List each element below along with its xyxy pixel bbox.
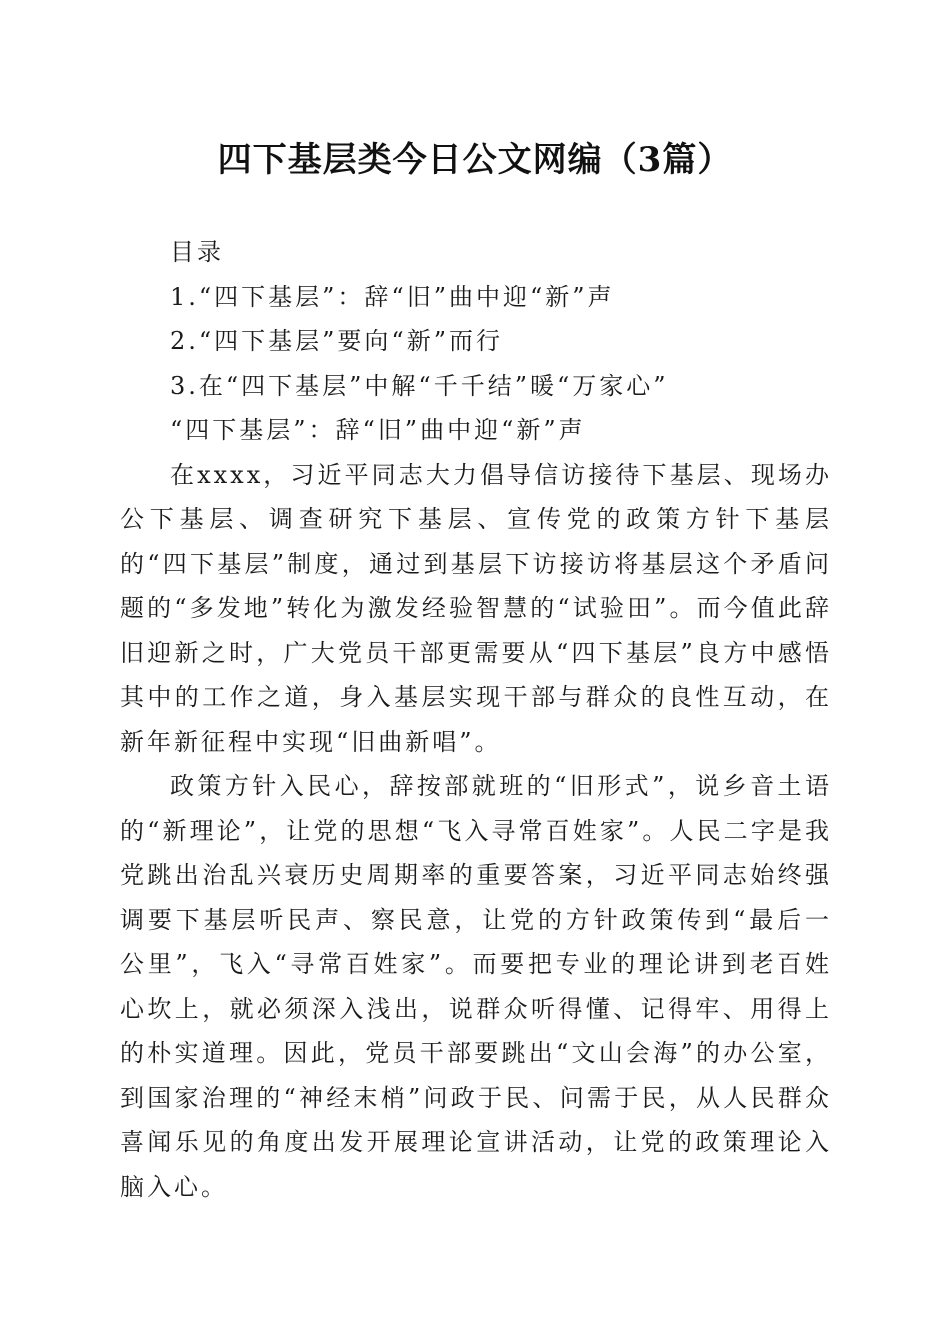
document-title: 四下基层类今日公文网编（3篇） bbox=[217, 140, 733, 180]
section-heading: “四下基层”：辞“旧”曲中迎“新”声 bbox=[170, 416, 586, 444]
toc-item-1: 1.“四下基层”：辞“旧”曲中迎“新”声 bbox=[170, 282, 615, 311]
document-body bbox=[120, 230, 832, 1209]
toc-item-3: 3.在“四下基层”中解“千千结”暖“万家心” bbox=[170, 371, 669, 400]
body-paragraph-1: 在xxxx，习近平同志大力倡导信访接待下基层、现场办公下基层、调查研究下基层、宣传党的政策方针下基层的“四下基层”制度，通过到基层下访接访将基层这个矛盾问题的“多发地”转化为激发经验智慧的“试验田”。而今值此辞旧迎新之时，广大党员干部更需要从“四下基层”良方中感悟其中的工作之道，身入基层实现干部与群众的良性互动，在新年新征程中实现“旧曲新唱”。 bbox=[120, 460, 832, 756]
toc-item-2: 2.“四下基层”要向“新”而行 bbox=[170, 327, 503, 355]
toc-heading: 目录 bbox=[170, 238, 224, 266]
body-paragraph-2: 政策方针入民心，辞按部就班的“旧形式”，说乡音土语的“新理论”，让党的思想“飞入寻常百姓家”。人民二字是我党跳出治乱兴衰历史周期率的重要答案，习近平同志始终强调要下基层听民声、察民意，让党的方针政策传到“最后一公里”，飞入“寻常百姓家”。而要把专业的理论讲到老百姓心坎上，就必须深入浅出，说群众听得懂、记得牢、用得上的朴实道理。因此，党员干部要跳出“文山会海”的办公室，到国家治理的“神经末梢”问政于民、问需于民，从人民群众喜闻乐见的角度出发开展理论宣讲活动，让党的政策理论入脑入心。 bbox=[120, 772, 832, 1201]
